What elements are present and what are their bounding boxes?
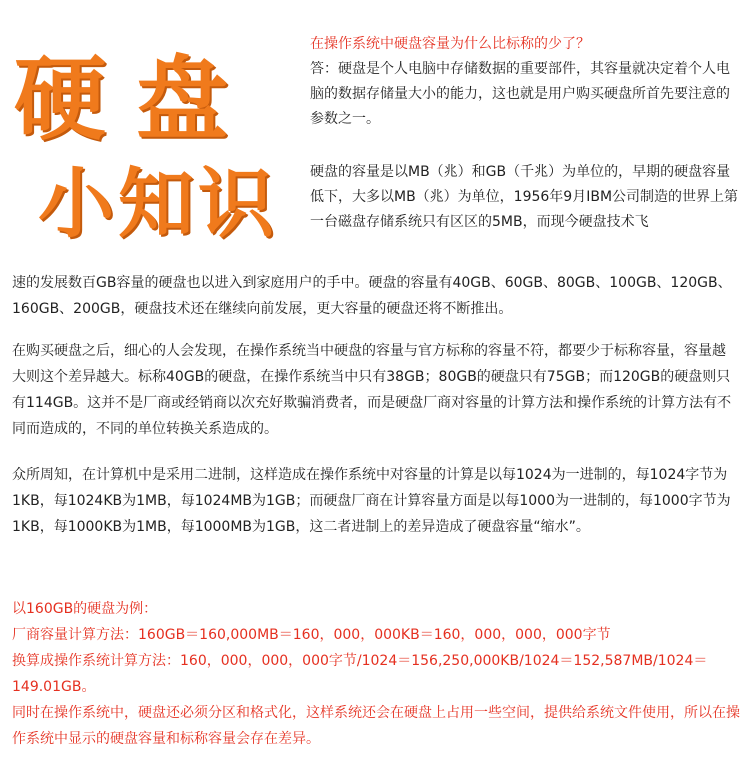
example-heading: 以160GB的硬盘为例：: [12, 601, 158, 617]
title-sub: 小知识: [38, 159, 278, 248]
example-partition-note: 同时在操作系统中，硬盘还必须分区和格式化，这样系统还会在硬盘上占用一些空间，提供给系统文件使用，所以在操作系统中显示的硬盘容量和标称容量会存在差异。: [12, 705, 740, 747]
title-graphic: [14, 46, 294, 248]
paragraph-capacity-difference: 在购买硬盘之后，细心的人会发现，在操作系统当中硬盘的容量与官方标称的容量不符，都要少于标称容量，容量越大则这个差异越大。标称40GB的硬盘，在操作系统当中只有38GB；80GB的硬盘只有75GB；而120GB的硬盘则只有114GB。这并不是厂商或经销商以次充好欺骗消费者，而是硬盘厂商对容量的计算方法和操作系统的计算方法有不同而造成的，不同的单位转换关系造成的。: [12, 343, 732, 437]
intro-question: 在操作系统中硬盘容量为什么比标称的少了？: [310, 36, 590, 52]
paragraph-capacity-growth: 速的发展数百GB容量的硬盘也以进入到家庭用户的手中。硬盘的容量有40GB、60GB、80GB、100GB、120GB、160GB、200GB，硬盘技术还在继续向前发展，更大容量的硬盘还将不断推出。: [12, 275, 732, 317]
intro-spacer: [310, 132, 740, 160]
paragraph-binary-vs-decimal: 众所周知，在计算机中是采用二进制，这样造成在操作系统中对容量的计算是以每1024为一进制的，每1024字节为1KB，每1024KB为1MB，每1024MB为1GB；而硬盘厂商在计算容量方面是以每1000为一进制的，每1000字节为1KB，每1000KB为1MB，每1000MB为1GB，这二者进制上的差异造成了硬盘容量“缩水”。: [12, 467, 731, 535]
intro-section: [310, 32, 740, 235]
title-main: 硬盘: [14, 46, 259, 153]
example-manufacturer-calc: 厂商容量计算方法：160GB＝160,000MB＝160，000，000KB＝160，000，000，000字节: [12, 627, 611, 643]
example-section: [12, 596, 740, 752]
intro-answer: 答：硬盘是个人电脑中存储数据的重要部件，其容量就决定着个人电脑的数据存储量大小的能力，这也就是用户购买硬盘所首先要注意的参数之一。: [310, 61, 730, 127]
example-os-calc: 换算成操作系统计算方法：160，000，000，000字节/1024＝156,250,000KB/1024＝152,587MB/1024＝149.01GB。: [12, 653, 708, 695]
intro-paragraph-2: 硬盘的容量是以MB（兆）和GB（千兆）为单位的，早期的硬盘容量低下，大多以MB（兆）为单位，1956年9月IBM公司制造的世界上第一台磁盘存储系统只有区区的5MB，而现今硬盘技术飞: [310, 164, 739, 230]
